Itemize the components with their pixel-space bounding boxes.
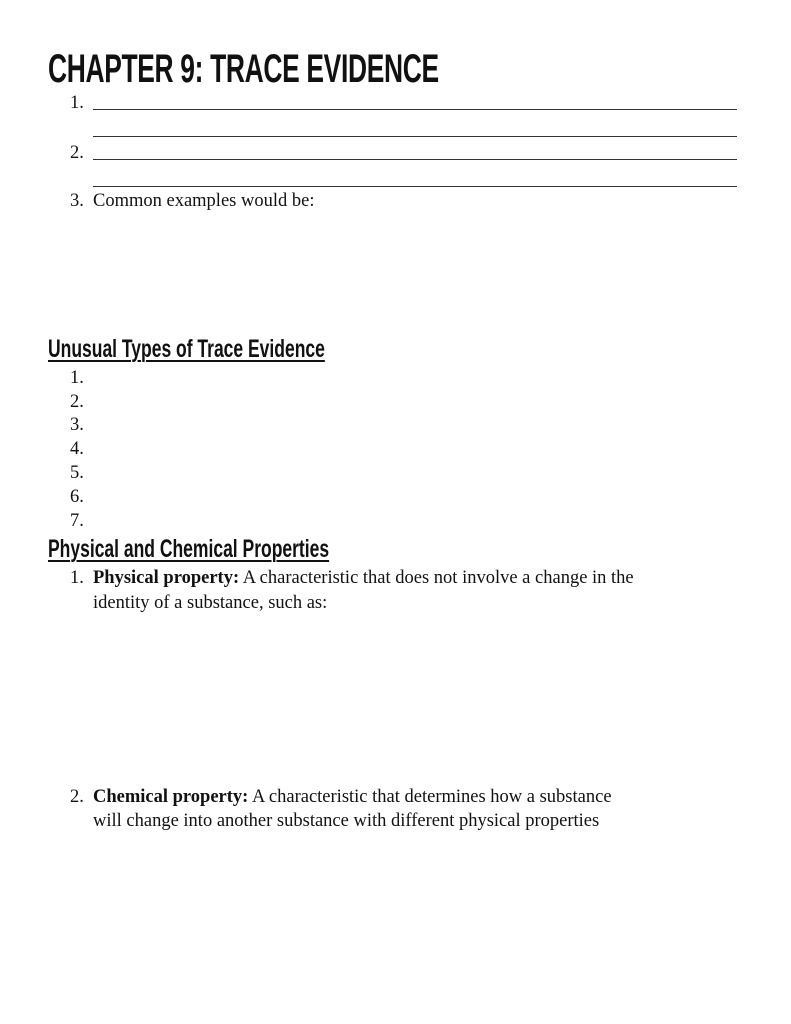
- intro-item-3: [70, 189, 737, 213]
- unusual-item: [70, 485, 737, 509]
- intro-item-1-continuation: [70, 118, 737, 142]
- item-number: 1.: [70, 368, 84, 388]
- unusual-item: [70, 461, 737, 485]
- item-number: 2.: [70, 143, 84, 163]
- intro-item-1: [70, 91, 737, 115]
- item-number: 2.: [70, 392, 84, 412]
- item-text: Common examples would be:: [93, 191, 315, 211]
- term: Chemical property:: [93, 787, 249, 807]
- answer-blank[interactable]: [93, 186, 737, 187]
- definition: A characteristic that does not involve a change in the: [239, 568, 634, 588]
- item-number: 4.: [70, 439, 84, 459]
- item-text: [93, 566, 737, 590]
- unusual-item: [70, 366, 737, 390]
- unusual-item: [70, 390, 737, 414]
- item-number: 3.: [70, 415, 84, 435]
- unusual-item: [70, 509, 737, 533]
- property-item-chemical-continuation: [70, 809, 737, 833]
- property-item-physical-continuation: [70, 591, 737, 615]
- definition: A characteristic that determines how a substance: [248, 787, 612, 807]
- section-heading-unusual: Unusual Types of Trace Evidence: [48, 335, 325, 363]
- answer-blank[interactable]: [93, 159, 737, 160]
- item-number: 3.: [70, 191, 84, 211]
- item-number: 1.: [70, 93, 84, 113]
- answer-blank[interactable]: [93, 136, 737, 137]
- item-text: [93, 785, 737, 809]
- answer-blank[interactable]: [93, 109, 737, 110]
- unusual-item: [70, 437, 737, 461]
- page-title: CHAPTER 9: TRACE EVIDENCE: [48, 47, 439, 91]
- intro-item-2: [70, 141, 737, 165]
- definition-continuation: will change into another substance with different physical properties: [93, 811, 600, 831]
- property-item-chemical: [70, 785, 737, 809]
- section-heading-properties: Physical and Chemical Properties: [48, 535, 330, 563]
- item-number: 2.: [70, 787, 84, 807]
- definition-continuation: identity of a substance, such as:: [93, 593, 328, 613]
- item-number: 1.: [70, 568, 84, 588]
- item-number: 7.: [70, 511, 84, 531]
- item-number: 6.: [70, 487, 84, 507]
- term: Physical property:: [93, 568, 240, 588]
- item-number: 5.: [70, 463, 84, 483]
- unusual-item: [70, 413, 737, 437]
- property-item-physical: [70, 566, 737, 590]
